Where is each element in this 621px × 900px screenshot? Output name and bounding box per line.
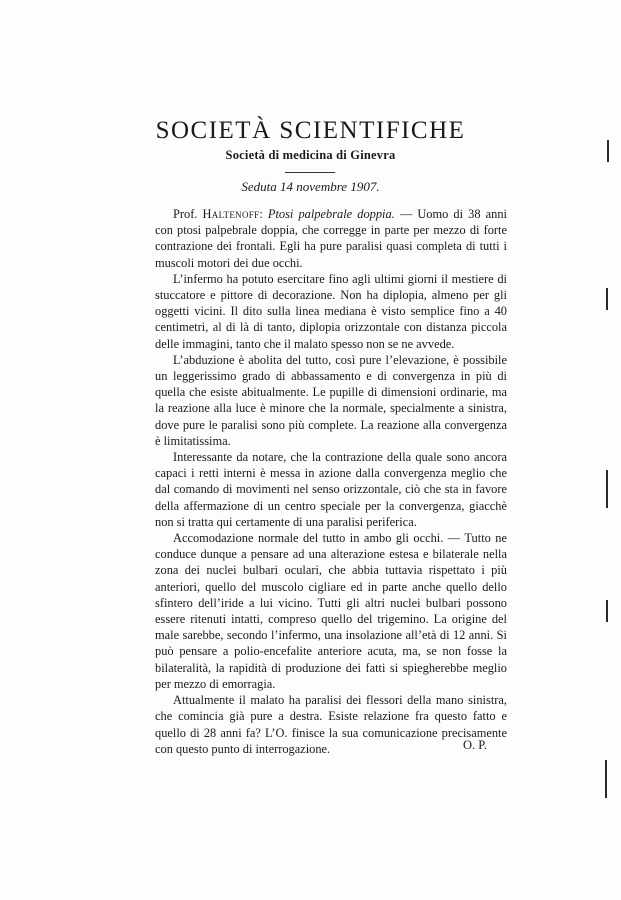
paragraph: Accomodazione normale del tutto in ambo gli occhi. — Tutto ne conduce dunque a pensare ad una alterazione estesa e bilaterale nella zona dei nuclei bulbari oculari, che abbia tuttavia rispettato i più anteriori, quello del muscolo cigliare ed in parte anche quello dello sfintero dell’iride a lui vicino. Tutti gli altri nuclei bulbari possono essere ritenuti intatti, compreso quello del trigemino. La origine del male sarebbe, secondo l’infermo, una insolazione all’età di 12 anni. Si può pensare a polio-encefalite anteriore acuta, ma, se non fosse la bilateralità, la rapidità di produzione dei fatti si spiegherebbe meglio per mezzo di emorragia. [155, 531, 507, 691]
paragraph: L’abduzione è abolita del tutto, così pure l’elevazione, è possibile un leggerissimo grado di abbassamento e di convergenza in più di quella che esiste abitualmente. Le pupille di dimensioni ordinarie, ma la reazione alla luce è minore che la normale, specialmente a sinistra, dove pure le paralisi sono più complete. La reazione alla convergenza è limitatissima. [155, 352, 507, 448]
lead-paragraph [155, 206, 507, 271]
author-name: Haltenoff [202, 207, 260, 221]
paragraph: Interessante da notare, che la contrazione della quale sono ancora capaci i retti interni è messa in azione dalla convergenza meglio che dal comando di movimenti nel senso orizzontale, ciò che sta in favore della affermazione di un centro speciale per la convergenza, giacchè non si tratta qui certamente di una paralisi periferica. [155, 450, 507, 529]
divider [285, 172, 335, 173]
scan-edge-mark [606, 470, 608, 508]
society-name: Società di medicina di Ginevra [225, 148, 396, 162]
paragraph: L’infermo ha potuto esercitare fino agli ultimi giorni il mestiere di stuccatore e pittore di decorazione. Non ha diplopia, almeno per gli oggetti vicini. Il dito sulla linea mediana è visto semplice fino a 40 centimetri, al di là di tanto, diplopia orizzontale con distanza piccola delle immagini, tanto che il malato spesso non se ne avvede. [155, 271, 507, 351]
lead-text: — Uomo di 38 anni con ptosi palpebrale doppia, che corregge in parte per mezzo di forte contrazione dei frontali. Egli ha pure paralisi quasi completa di tutti i muscoli motori dei due occhi. [155, 207, 507, 270]
author-separator: : [259, 207, 263, 221]
signature: O. P. [463, 738, 487, 752]
lead-prefix: Prof. [173, 207, 198, 221]
article-body [155, 206, 507, 757]
scan-edge-mark [606, 288, 608, 310]
session-date: Seduta 14 novembre 1907. [241, 179, 380, 194]
section-title: SOCIETÀ SCIENTIFICHE [155, 116, 466, 144]
scan-edge-mark [605, 760, 607, 798]
article-topic: Ptosi palpebrale doppia. [267, 207, 395, 221]
paragraph: Attualmente il malato ha paralisi dei flessori della mano sinistra, che comincia già pure a destra. Esiste relazione fra questo fatto e quello di 28 anni fa? L’O. finisce la sua comunicazione precisamente con questo punto di interrogazione. [155, 693, 507, 756]
scan-edge-mark [606, 600, 608, 622]
